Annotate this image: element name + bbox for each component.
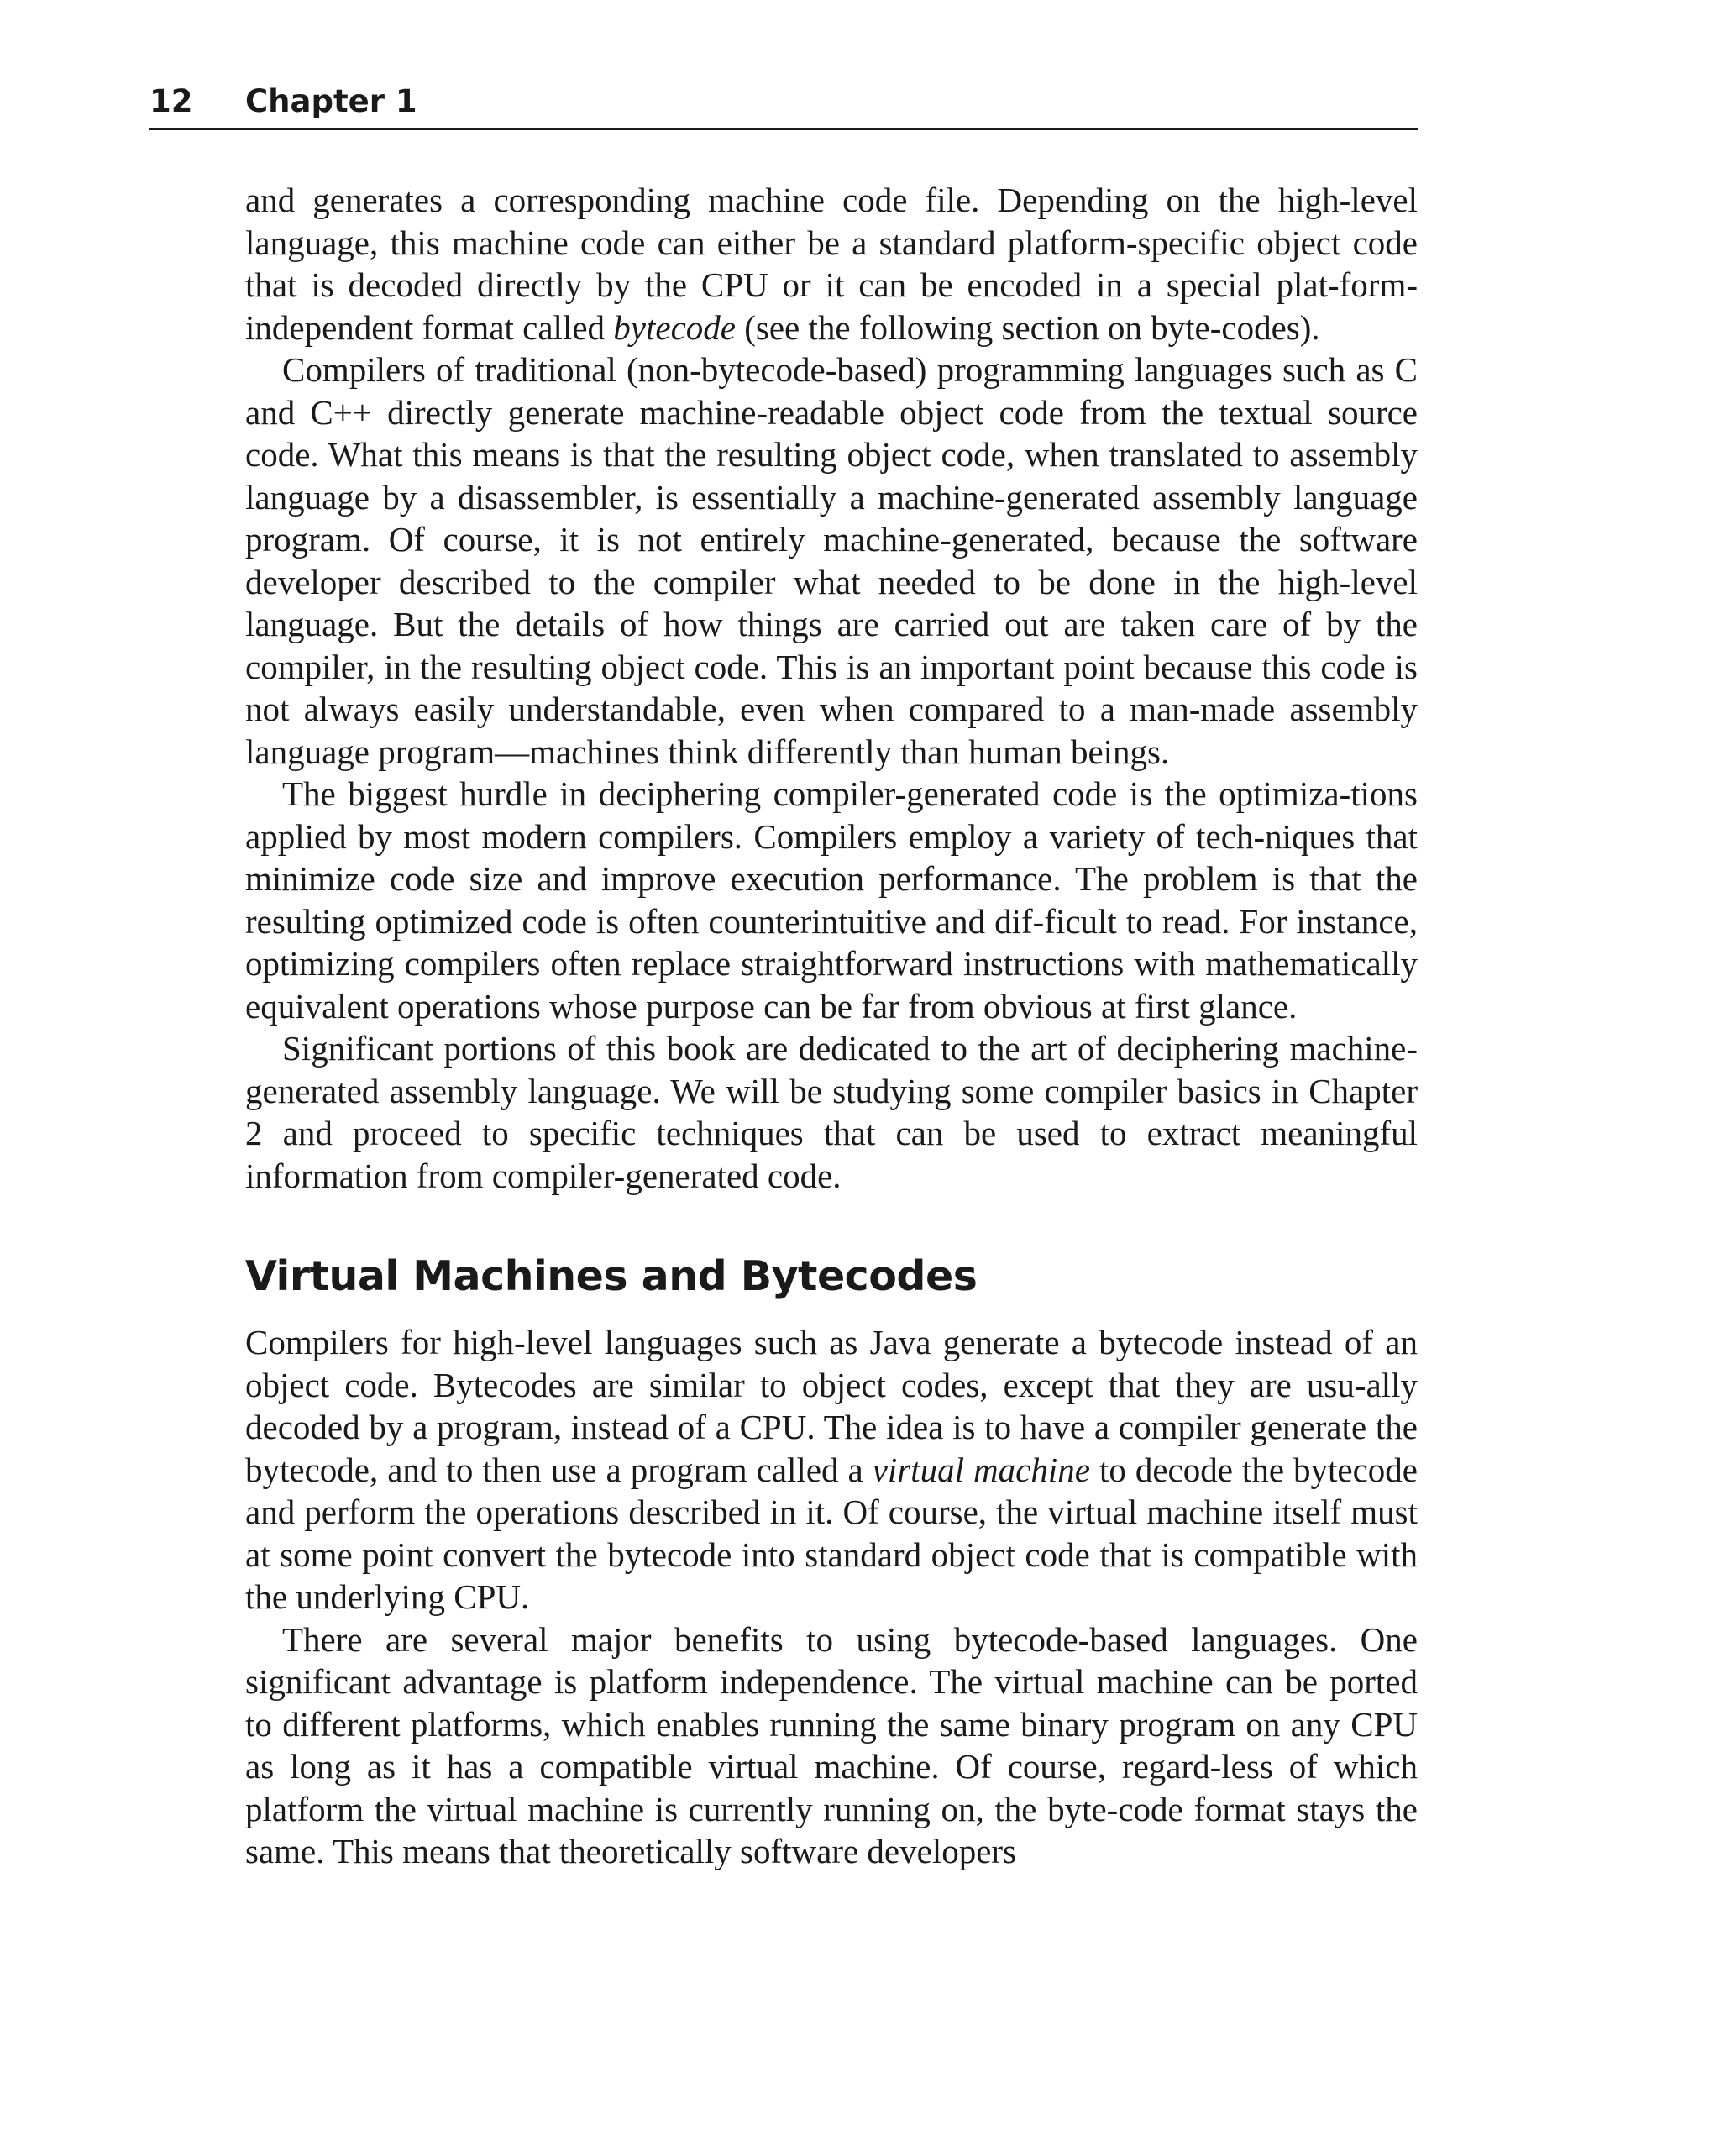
- paragraph: Significant portions of this book are dedicated to the art of deciphering machine-generated assembly language. We will be studying some compiler basics in Chapter 2 and proceed to specific techniques that can be used to extract meaningful information from compiler-generated code.: [245, 1029, 1418, 1195]
- paragraph: There are several major benefits to using bytecode-based languages. One significant advantage is platform independence. The virtual machine can be ported to different platforms, which enables running the same binary program on any CPU as long as it has a compatible virtual machine. Of course, regard-less of which platform the virtual machine is currently running on, the byte-code format stays the same. This means that theoretically software developers: [245, 1619, 1418, 1870]
- paragraph: Compilers for high-level languages such as Java generate a bytecode instead of an object code. Bytecodes are similar to object codes, except that they are usu-ally decoded by a program, instead of a CPU. The idea is to have a compiler generate the bytecode, and to then use a program called a virtual machine to decode the bytecode and perform the operations described in it. Of course, the virtual machine itself must at some point convert the bytecode into standard object code that is compatible with the underlying CPU.: [245, 1323, 1418, 1616]
- paragraph: and generates a corresponding machine code file. Depending on the high-level language, this machine code can either be a standard platform-specific object code that is decoded directly by the CPU or it can be encoded in a special plat-form-independent format called bytecode (see the following section on byte-codes).: [245, 181, 1418, 347]
- paragraph: Compilers of traditional (non-bytecode-based) programming languages such as C and C++ directly generate machine-readable object code from the textual source code. What this means is that the resulting object code, when translated to assembly language by a disassembler, is essentially a machine-generated assembly language program. Of course, it is not entirely machine-generated, because the software developer described to the compiler what needed to be done in the high-level language. But the details of how things are carried out are taken care of by the compiler, in the resulting object code. This is an important point because this code is not always easily understandable, even when compared to a man-made assembly language program—machines think differently than human beings.: [245, 350, 1418, 771]
- term-virtual-machine: virtual machine: [872, 1450, 1090, 1489]
- section-heading: Virtual Machines and Bytecodes: [245, 1252, 978, 1300]
- paragraph: The biggest hurdle in deciphering compiler-generated code is the optimiza-tions applied by most modern compilers. Compilers employ a variety of tech-niques that minimize code size and improve execution performance. The problem is that the resulting optimized code is often counterintuitive and dif-ficult to read. For instance, optimizing compilers often replace straightforward instructions with mathematically equivalent operations whose purpose can be far from obvious at first glance.: [245, 774, 1418, 1026]
- running-head: [149, 84, 1418, 130]
- chapter-label: Chapter 1: [245, 83, 417, 119]
- body-text: [245, 179, 1418, 1873]
- page-number: 12: [149, 83, 193, 119]
- term-bytecode: bytecode: [613, 307, 736, 347]
